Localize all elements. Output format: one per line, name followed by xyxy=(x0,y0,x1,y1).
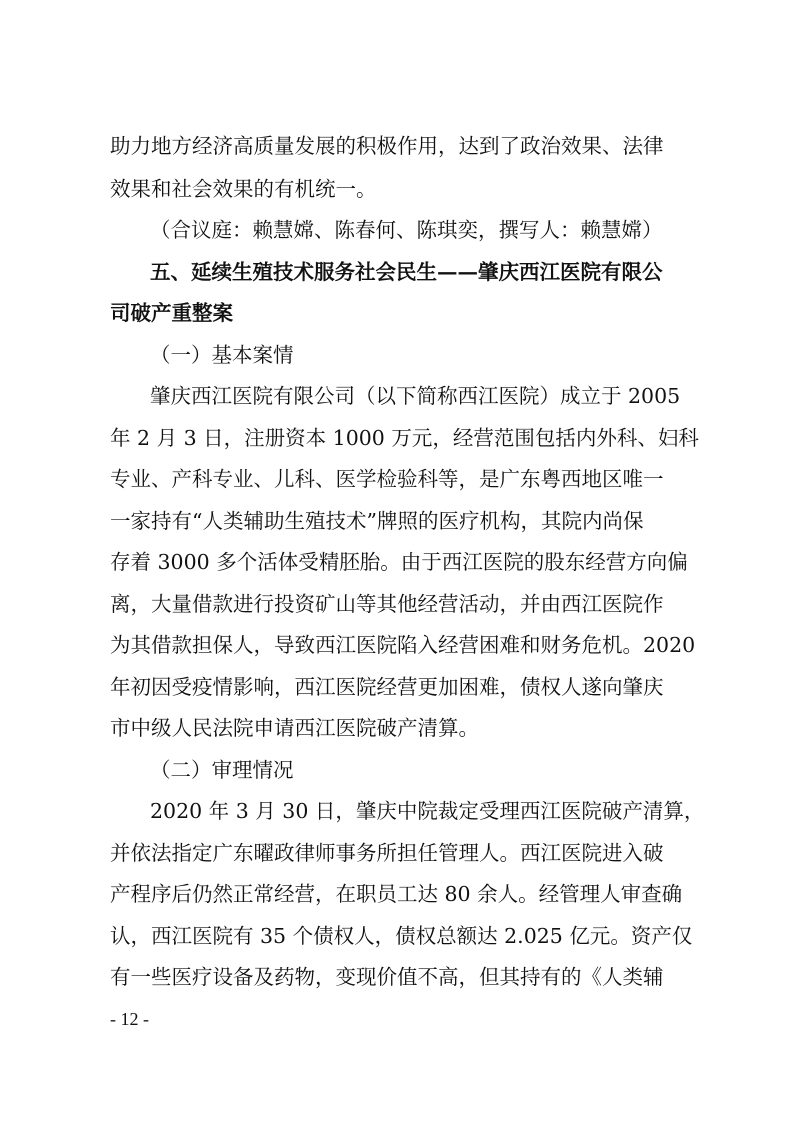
paragraph-line: 市中级人民法院申请西江医院破产清算。 xyxy=(110,716,479,740)
paragraph-line: 离，大量借款进行投资矿山等其他经营活动，并由西江医院作 xyxy=(110,592,664,616)
paragraph-line: 专业、产科专业、儿科、医学检验科等，是广东粤西地区唯一 xyxy=(110,467,664,491)
panel-credit: （合议庭：赖慧嫦、陈春何、陈琪奕，撰写人：赖慧嫦） xyxy=(150,218,663,242)
paragraph-line: 并依法指定广东曜政律师事务所担任管理人。西江医院进入破 xyxy=(110,841,664,865)
paragraph-line: 效果和社会效果的有机统一。 xyxy=(110,177,377,201)
paragraph-line: 年初因受疫情影响，西江医院经营更加困难，债权人遂向肇庆 xyxy=(110,675,664,699)
paragraph-line: 肇庆西江医院有限公司（以下简称西江医院）成立于 2005 xyxy=(150,384,681,408)
paragraph-line: 2020 年 3 月 30 日，肇庆中院裁定受理西江医院破产清算， xyxy=(150,799,705,823)
paragraph-line: 产程序后仍然正常经营，在职员工达 80 余人。经管理人审查确 xyxy=(110,882,683,906)
paragraph-line: 认，西江医院有 35 个债权人，债权总额达 2.025 亿元。资产仅 xyxy=(110,924,693,948)
subheading-basic-facts: （一）基本案情 xyxy=(150,343,294,367)
paragraph-line: 年 2 月 3 日，注册资本 1000 万元，经营范围包括内外科、妇科 xyxy=(110,426,699,450)
paragraph-line: 助力地方经济高质量发展的积极作用，达到了政治效果、法律 xyxy=(110,134,664,158)
paragraph-line: 存着 3000 多个活体受精胚胎。由于西江医院的股东经营方向偏 xyxy=(110,550,688,574)
paragraph-line: 为其借款担保人，导致西江医院陷入经营困难和财务危机。2020 xyxy=(110,633,696,657)
section-title: 司破产重整案 xyxy=(110,301,233,325)
paragraph-line: 有一些医疗设备及药物，变现价值不高，但其持有的《人类辅 xyxy=(110,965,664,989)
paragraph-line: 一家持有“人类辅助生殖技术”牌照的医疗机构，其院内尚保 xyxy=(110,509,644,533)
section-title: 五、延续生殖技术服务社会民生——肇庆西江医院有限公 xyxy=(150,260,663,284)
page-number: - 12 - xyxy=(110,1009,149,1029)
subheading-trial-status: （二）审理情况 xyxy=(150,758,294,782)
